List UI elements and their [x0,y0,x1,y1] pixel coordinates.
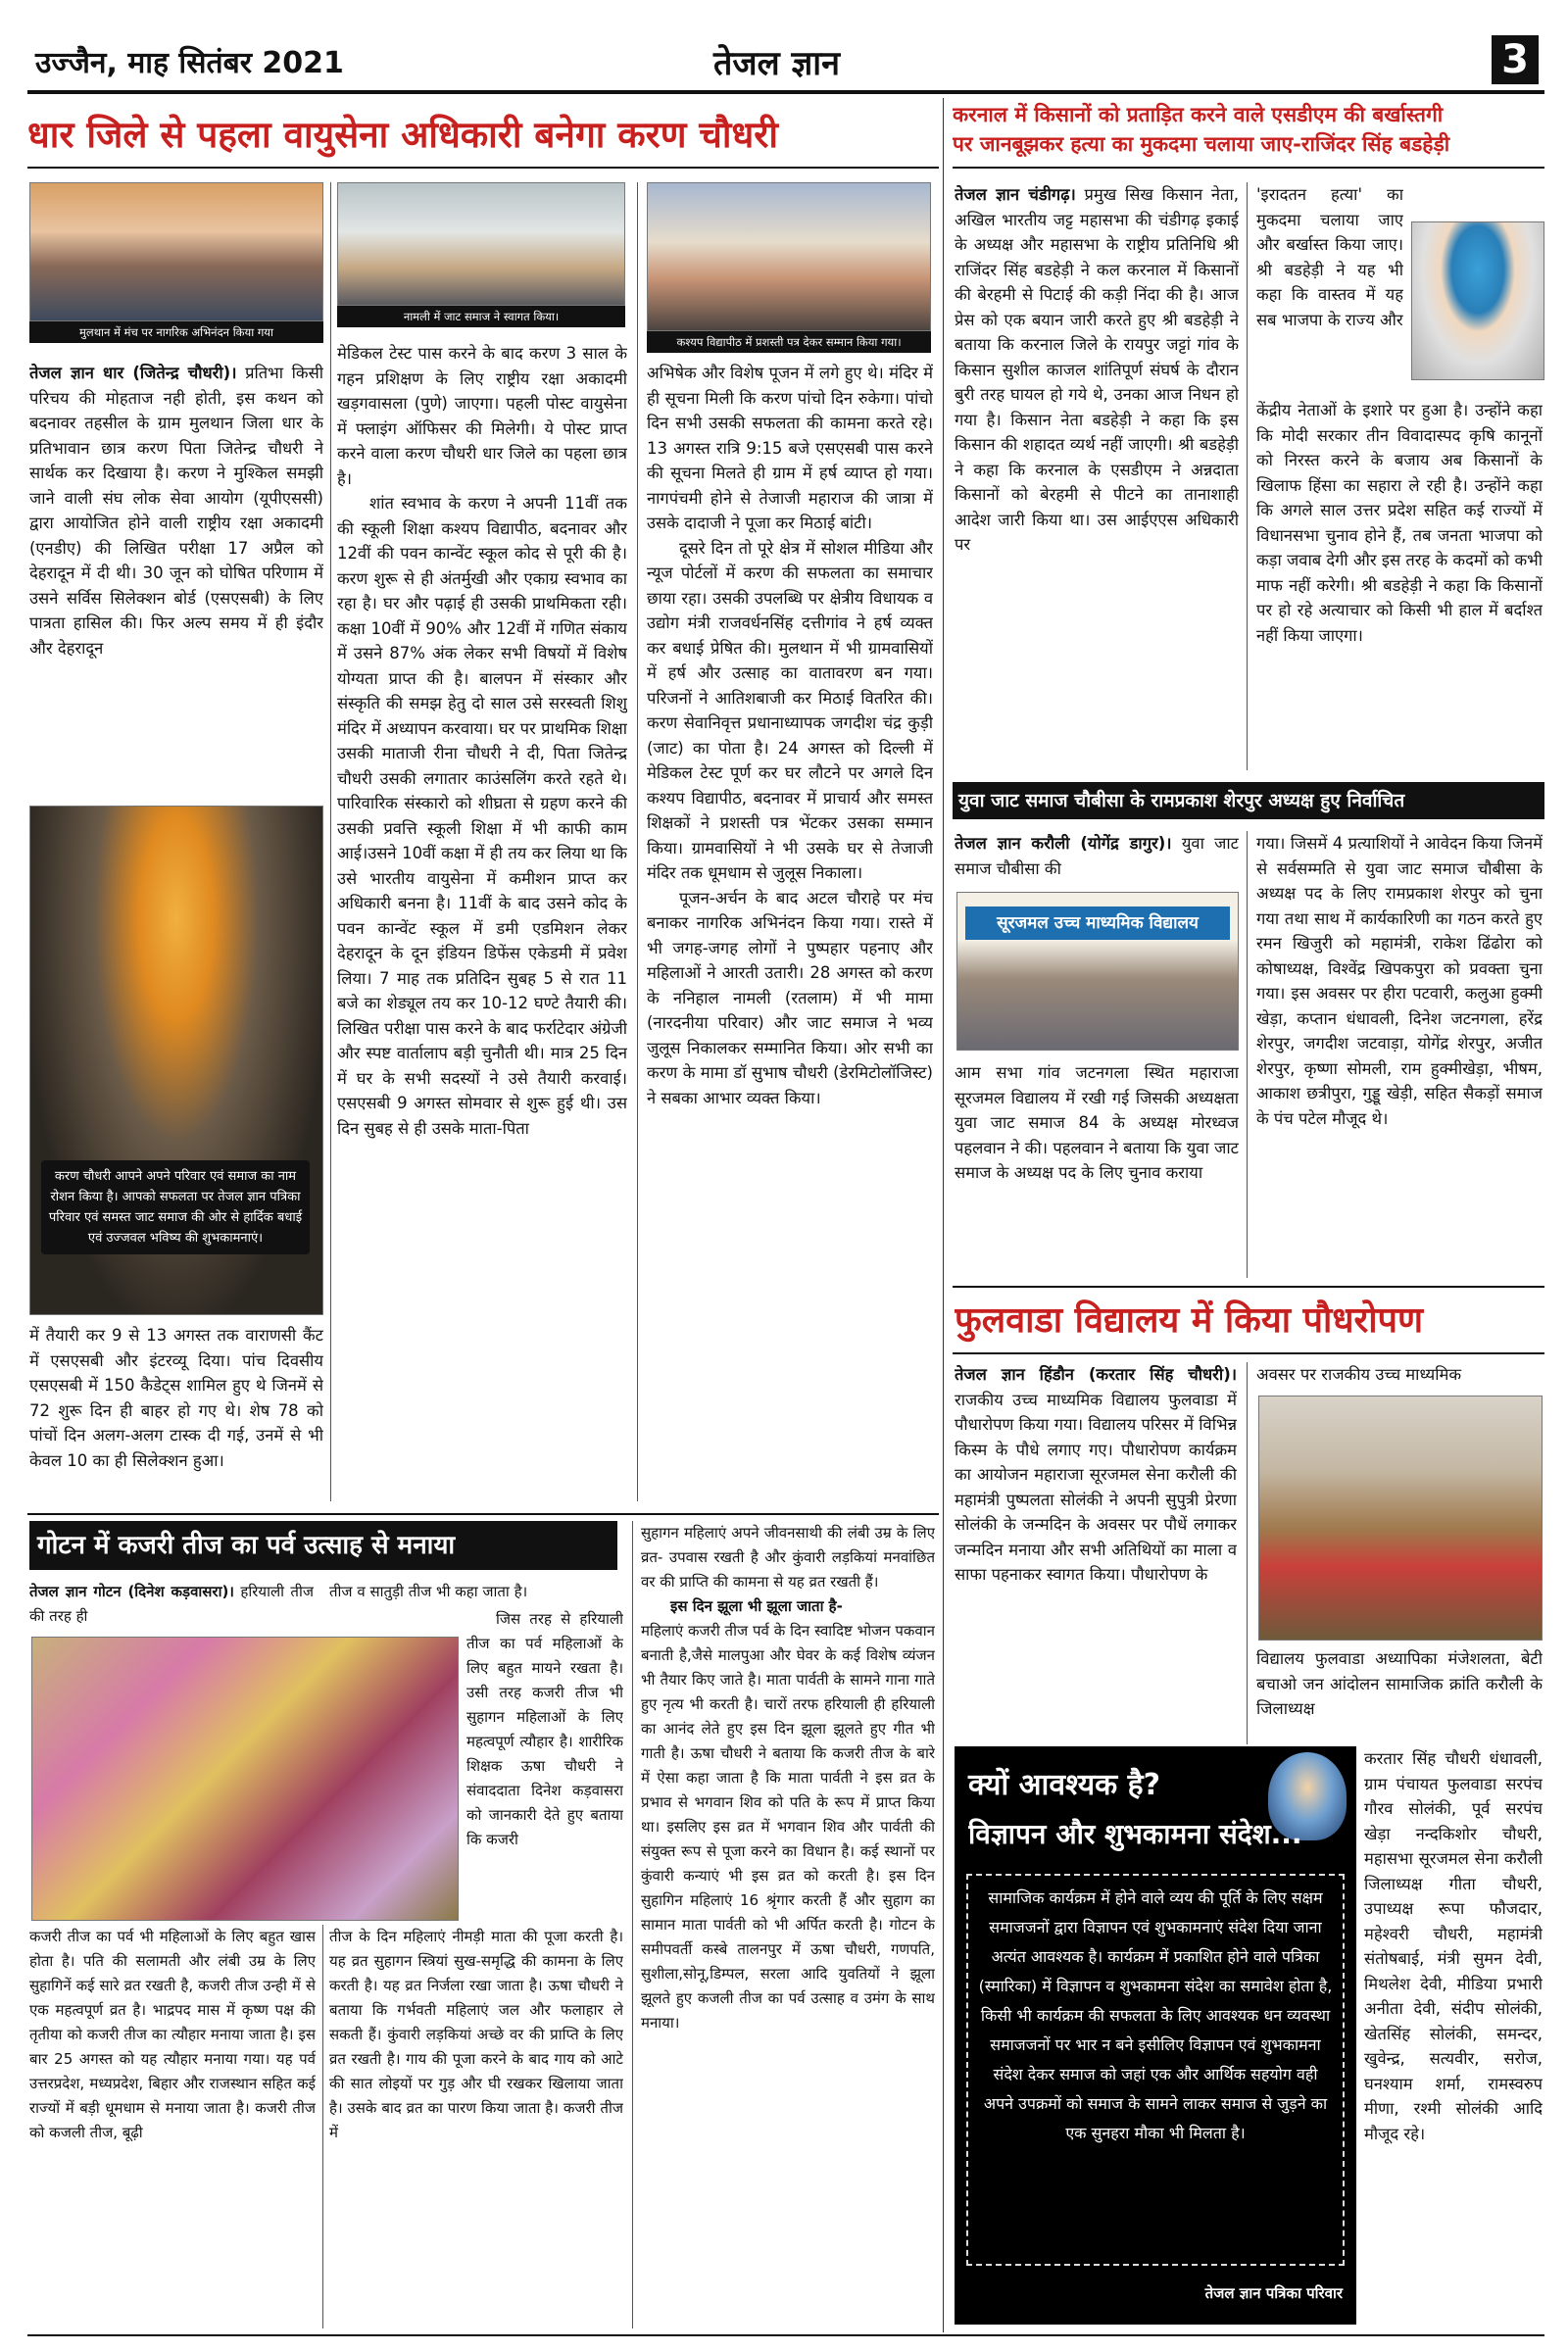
teej-text: हरियाली तीज की तरह ही [29,1583,314,1625]
jat-column-2 [1256,831,1543,1278]
stage-felicitation-photo [29,182,323,321]
karnal-text: प्रमुख सिख किसान नेता, अखिल भारतीय जट्ट महासभा की चंडीगढ़ इकाई के अध्यक्ष और महासभा के राष्ट्रीय प्रतिनिधि श्री राजिंदर सिंह बडहेड़ी ने कल करनाल में किसानों की बेरहमी से पिटाई की कड़ी निंदा की है। आज प्रेस को एक बयान जारी करते हुए श्री बडहेड़ी ने बताया कि करनाल जिले के रायपुर जट्टां गांव के किसान सुशील काजल शांतिपूर्ण संघर्ष के दौरान बुरी तरह घायल हो गये थे, उनका आज निधन हो गया है। किसान नेता बडहेड़ी ने कहा कि इस किसान की शहादत व्यर्थ नहीं जाएगी। श्री बडहेड़ी ने कहा कि करनाल के एसडीएम ने अन्नदाता किसानों को बेरहमी से पीटने का तानाशाही आदेश जारी किया था। उस आईएएस अधिकारी पर [955,185,1239,554]
karan-column-2 [337,341,627,1501]
photo-namli [337,182,625,327]
karnal-byline: तेजल ज्ञान चंडीगढ़। [955,185,1076,204]
divider [953,1286,1544,1288]
divider [27,167,939,169]
karan-text: शांत स्वभाव के करण ने अपनी 11वीं तक की स्कूली शिक्षा कश्यप विद्यापीठ, बदनावर और 12वीं की पवन कान्वेंट स्कूल कोद से पूरी की है। करण शुरू से ही अंतर्मुखी और एकाग्र स्वभाव का रहा है। घर और पढ़ाई ही उसकी प्राथमिकता रही। कक्षा 10वीं में 90% और 12वीं में गणित संकाय में उसने 87% अंक लेकर सभी विषयों में विशेष योग्यता प्राप्त की है। बालपन में संस्कार और संस्कृति की समझ हेतु दो साल उसे सरस्वती शिशु मंदिर में अध्यापन करवाया। घर पर प्राथमिक शिक्षा उसकी माताजी रीना चौधरी ने दी, पिता जितेन्द्र चौधरी उसकी लगातार काउंसलिंग करते रहते थे। पारिवारिक संस्कारो को शीघ्रता से ग्रहण करने की उसकी प्रवत्ति स्कूली शिक्षा में भी काफी काम आई।उसने 10वीं कक्षा में ही तय कर लिया था कि उसे भारतीय वायुसेना में कमीशन प्राप्त कर अधिकारी बनना है। 11वीं के बाद उसने कोद के पवन कान्वेंट स्कूल में डमी एडमिशन लेकर देहरादून के दून इंडियन डिफेंस एकेडमी में प्रवेश लिया। 7 माह तक प्रतिदिन सुबह 5 से रात 11 बजे का शेड्यूल तय कर 10-12 घण्टे तैयारी की। लिखित परीक्षा पास करने के बाद फर्राटेदार अंग्रेजी और स्पष्ट वार्तालाप बड़ी चुनौती थी। मात्र 25 दिन में घर के सभी सदस्यों ने उसे तैयारी करवाई। एसएसबी 9 अगस्त सोमवार से शुरू हुई थी। उस दिन सुबह से ही उसके माता-पिता [337,494,627,1138]
phulwada-text: करतार सिंह चौधरी धंधावली, ग्राम पंचायत फुलवाडा सरपंच गौरव सोलंकी, पूर्व सरपंच खेड़ा नन्दकिशोर चौधरी, महासभा सूरजमल सेना करौली जिलाध्यक्ष गीता चौधरी, उपाध्यक्ष रूपा फौजदार, महेश्वरी चौधरी, महामंत्री संतोषबाई, मंत्री सुमन देवी, मिथलेश देवी, मीडिया प्रभारी अनीता देवी, संदीप सोलंकी, खेतसिंह सोलंकी, समन्दर, खुवेन्द्र, सत्यवीर, सरोज, घनश्याम शर्मा, रामस्वरुप मीणा, रश्मी सोलंकी आदि मौजूद रहे। [1364,1749,1543,2143]
karnal-headline-line: पर जानबूझकर हत्या का मुकदमा चलाया जाए-राजिंदर सिंह बडहेड़ी [953,132,1450,156]
karan-text: प्रतिभा किसी परिचय की मोहताज नही होती, इस कथन को बदनावर तहसील के ग्राम मुलथान जिला धार के प्रतिभावान छात्र करण पिता जितेन्द्र चौधरी ने सार्थक कर दिखाया है। करण ने मुश्किल समझी जाने वाली संघ लोक सेवा आयोग (यूपीएससी) द्वारा आयोजित होने वाली राष्ट्रीय रक्षा अकादमी (एनडीए) की लिखित परीक्षा 17 अप्रैल को देहरादून में दी थी। 30 जून को घोषित परिणाम में उसने सर्विस सिलेक्शन बोर्ड (एसएसबी) के लिए पात्रता हासिल की। फिर अल्प समय में ही इंदौर और देहरादून [29,364,323,658]
teej-text: जिस तरह से हरियाली तीज का पर्व महिलाओं के लिए बहुत मायने रखता है। उसी तरह कजरी तीज भी सुहागन महिलाओं के लिए महत्वपूर्ण त्यौहार है। शारीरिक शिक्षक ऊषा चौधरी ने संवाददाता दिनेश कड़वासरा को जानकारी देते हुए बताया कि कजरी [466,1610,623,1848]
photo-caption: कश्यप विद्यापीठ में प्रशस्ती पत्र देकर सम्मान किया गया। [647,331,931,353]
teej-column-2-bottom [329,1925,623,2328]
phulwada-column-2-mid [1256,1646,1543,1746]
divider [953,1352,1544,1354]
teej-headline: गोटन में कजरी तीज का पर्व उत्साह से मनाया [29,1521,617,1570]
jat-text: युवा जाट समाज चौबीसा की [955,834,1239,878]
teej-text: महिलाएं कजरी तीज पर्व के दिन स्वादिष्ट भोजन पकवान बनाती है,जैसे मालपुआ और घेवर के कई विशेष व्यंजन भी तैयार किए जाते है। माता पार्वती के सामने गाना गाते हुए नृत्य भी करती है। चारों तरफ हरियाली ही हरियाली का आनंद लेते हुए इस दिन झूला झूलते हुए गीत भी गाती है। ऊषा चौधरी ने बताया कि कजरी तीज के बारे में ऐसा कहा जाता है कि माता पार्वती ने इस व्रत के प्रभाव से भगवान शिव को पति के रूप में प्राप्त किया था। इसलिए इस व्रत में भगवान शिव और पार्वती की संयुक्त रूप से पूजा करने का विधान है। कई स्थानों पर कुंवारी कन्याएं भी इस व्रत को करती है। इस दिन सुहागिन महिलाएं 16 श्रृंगार करती हैं और सुहाग का सामान माता पार्वती को भी अर्पित करती है। गोटन के समीपवर्ती कस्बे तालनपुर में ऊषा चौधरी, गणपति, सुशीला,सोनू,डिम्पल, सरला आदि युवतियों ने झूला झूलते हुए कजली तीज का पर्व उत्साह व उमंग के साथ मनाया। [641,1622,935,2032]
masthead [27,35,1544,94]
ad-body: सामाजिक कार्यक्रम में होने वाले व्यय की पूर्ति के लिए सक्षम समाजजनों द्वारा विज्ञापन एवं शुभकामनाएं संदेश दिया जाना अत्यंत आवश्यक है। कार्यक्रम में प्रकाशित होने वाले पत्रिका (स्मारिका) में विज्ञापन व शुभकामना संदेश का समावेश होता है, किसी भी कार्यक्रम की सफलता के लिए आवश्यक धन व्यवस्था समाजजनों पर भार न बने इसीलिए विज्ञापन एवं शुभकामना संदेश देकर समाज को जहां एक और आर्थिक सहयोग वही अपने उपक्रमों को समाज के सामने लाकर समाज से जुड़ने का एक सुनहरा मौका भी मिलता है। [966,1874,1345,2266]
karan-byline: तेजल ज्ञान धार (जितेन्द्र चौधरी)। [29,364,237,382]
teej-column-2-top [329,1580,623,1605]
teej-text: सुहागन महिलाएं अपने जीवनसाथी की लंबी उम्र के लिए व्रत- उपवास रखती है और कुंवारी लड़कियां मनवांछित वर की प्राप्ति की कामना से यह व्रत रखती हैं। [641,1524,935,1591]
jat-text: आम सभा गांव जटनगला स्थित महाराजा सूरजमल विद्यालय में रखी गई जिसकी अध्यक्षता युवा जाट समाज 84 के अध्यक्ष मोरध्वज पहलवान ने की। पहलवान ने बताया कि युवा जाट समाज के अध्यक्ष पद के लिए चुनाव कराया [955,1063,1239,1182]
group-welcome-photo [337,182,625,306]
jat-headline: युवा जाट समाज चौबीसा के रामप्रकाश शेरपुर अध्यक्ष हुए निर्वाचित [953,782,1544,819]
phulwada-column-1 [955,1362,1237,1742]
school-banner: सूरजमल उच्च माध्यमिक विद्यालय [965,906,1230,940]
divider [953,167,1544,169]
phulwada-headline: फुलवाडा विद्यालय में किया पौधरोपण [955,1300,1423,1341]
phulwada-column-2-bottom [1364,1746,1543,2325]
teej-byline: तेजल ज्ञान गोटन (दिनेश कड़वासरा)। [29,1583,234,1600]
column-rule [330,182,331,1501]
photo-mulathan [29,182,323,343]
masthead-paper-name: तेजल ज्ञान [713,44,840,83]
jat-text: गया। जिसमें 4 प्रत्याशियों ने आवेदन किया जिनमें से सर्वसम्मति से युवा जाट समाज चौबीसा के अध्यक्ष पद के लिए रामप्रकाश शेरपुर को चुना गया तथा साथ में कार्यकारिणी का गठन करते हुए रमन खिजुरी को महामंत्री, राकेश ढिंढोरा को कोषाध्यक्ष, विश्वेंद्र खिपकपुरा को प्रवक्ता चुना गया। इस अवसर पर हीरा पटवारी, कलुआ हुक्मी खेड़ा, कप्तान धंधावली, दिनेश जटनगला, हरेंद्र शेरपुर, जगदीश जटवाड़ा, योगेंद्र शेरपुर, अजीत शेरपुर, कृष्णा सोमली, राम हुक्मीखेड़ा, भीषम, आकाश छत्रीपुरा, गुड्डू खेड़ी, सहित सैकड़ों समाज के पंच पटेल मौजूद थे। [1256,834,1543,1128]
teej-column-3 [641,1521,935,2328]
photo-caption: नामली में जाट समाज ने स्वागत किया। [337,306,625,327]
karan-headline: धार जिले से पहला वायुसेना अधिकारी बनेगा करण चौधरी [27,114,778,156]
karan-column-1-bottom [29,1323,323,1499]
column-rule [1247,831,1248,1278]
teej-swing-photo [31,1637,459,1921]
karnal-headline [953,100,1544,159]
ad-heading-2: विज्ञापन और शुभकामना संदेश... [968,1818,1302,1850]
page-number: 3 [1492,35,1539,84]
plantation-photo [1258,1396,1543,1641]
column-rule [1247,1362,1248,1744]
karan-text: में तैयारी कर 9 से 13 अगस्त तक वाराणसी कैंट में एसएसबी और इंटरव्यू दिया। पांच दिवसीय एसएसबी में 150 कैडेट्स शामिल हुए थे जिनमें से 72 शुरू दिन ही बाहर हो गए थे। शेष 78 को पांचों दिन अलग-अलग टास्क दी गई, उनमें से भी केवल 10 का ही सिलेक्शन हुआ। [29,1326,323,1470]
teej-column-1-bottom [29,1925,316,2328]
bottom-rule [27,2334,1544,2336]
karnal-text: 'इरादतन हत्या' का मुकदमा चलाया जाए और बर्खास्त किया जाए। श्री बडहेड़ी ने यह भी कहा कि वास्तव में यह सब भाजपा के राज्य और [1256,185,1403,329]
ad-box [955,1746,1356,2325]
certificate-photo [647,182,931,331]
ad-signoff: तेजल ज्ञान पत्रिका परिवार [1204,2284,1343,2302]
phulwada-text: राजकीय उच्च माध्यमिक विद्यालय फुलवाडा में पौधारोपण किया गया। विद्यालय परिसर में विभिन्न किस्म के पौधे लगाए गए। पौधारोपण कार्यक्रम का आयोजन महाराजा सूरजमल सेना करौली की महामंत्री पुष्पलता सोलंकी ने अपनी सुपुत्री प्रेरणा सोलंकी के जन्मदिन के अवसर पर पौधें लगाकर जन्मदिन मनाया और सभी अतिथियों का माला व साफा पहनाकर स्वागत किया। पौधारोपण के [955,1390,1237,1584]
teej-text: तीज के दिन महिलाएं नीमड़ी माता की पूजा करती है। यह व्रत सुहागन स्त्रियां सुख-समृद्धि की कामना के लिए करती है। यह व्रत निर्जला रखा जाता है। ऊषा चौधरी ने बताया कि गर्भवती महिलाएं जल और फलाहार ले सकती हैं। कुंवारी लड़कियां अच्छे वर की प्राप्ति के लिए व्रत रखती है। गाय की पूजा करने के बाद गाय को आटे की सात लोइयों पर गुड़ और घी रखकर खिलाया जाता है। उसके बाद व्रत का पारण किया जाता है। कजरी तीज में [329,1928,623,2141]
column-rule [322,1925,323,2328]
photo-kashyap [647,182,931,353]
column-rule [632,1521,633,2328]
karan-column-1-top [29,361,323,792]
portrait-caption: करण चौधरी आपने अपने परिवार एवं समाज का नाम रोशन किया है। आपको सफलता पर तेजल ज्ञान पत्रिका परिवार एवं समस्त जाट समाज की ओर से हार्दिक बधाई एवं उज्जवल भविष्य की शुभकामनाएं। [41,1160,310,1254]
karnal-text: केंद्रीय नेताओं के इशारे पर हुआ है। उन्होंने कहा कि मोदी सरकार तीन विवादास्पद कृषि कानूनों को निरस्त करने के बजाय अब किसानों के खिलाफ हिंसा का सहारा ले रही है। उन्होंने कहा कि अगले साल उत्तर प्रदेश सहित कई राज्यों में विधानसभा चुनाव होने हैं, तब जनता भाजपा को कड़ा जवाब देगी और इस तरह के कदमों को कभी माफ नहीं करेगी। श्री बडहेड़ी ने कहा कि किसानों पर हो रहे अत्याचार को किसी भी हाल में बर्दाश्त नहीं किया जाएगा। [1256,401,1543,645]
jat-column-1-top [955,831,1239,882]
karnal-headline-line: करनाल में किसानों को प्रताड़ित करने वाले एसडीएम की बर्खास्तगी [953,103,1444,126]
photo-caption: मुलथान में मंच पर नागरिक अभिनंदन किया गया [29,321,323,343]
teej-text: तीज व सातुड़ी तीज भी कहा जाता है। [329,1583,528,1600]
divider [27,1513,939,1515]
jat-column-1-bottom [955,1060,1239,1278]
phulwada-byline: तेजल ज्ञान हिंडौन (करतार सिंह चौधरी)। [955,1365,1237,1384]
karnal-column-1 [955,182,1239,770]
karnal-column-2-bottom [1256,398,1543,770]
teej-subheading: इस दिन झूला भी झूला जाता है- [670,1597,843,1615]
column-rule [1247,182,1248,770]
masthead-date: उज्जैन, माह सितंबर 2021 [35,46,344,80]
karan-portrait-block [29,806,323,1315]
phulwada-text: विद्यालय फुलवाडा अध्यापिका मंजेशलता, बेटी बचाओ जन आंदोलन सामाजिक क्रांति करौली के जिलाध्यक्ष [1256,1649,1543,1718]
teej-column-2-mid [466,1607,623,1919]
karan-text: दूसरे दिन तो पूरे क्षेत्र में सोशल मीडिया और न्यूज पोर्टलों में करण की सफलता का समाचार छाया रहा। उसकी उपलब्धि पर क्षेत्रीय विधायक व उद्योग मंत्री राजवर्धनसिंह दत्तीगांव ने हर्ष व्यक्त कर बधाई प्रेषित की। मुलथान में भी ग्रामवासियों में हर्ष और उत्साह का वातावरण बन गया। परिजनों ने आतिशबाजी कर मिठाई वितरित की। करण सेवानिवृत्त प्रधानाध्यापक जगदीश चंद्र कुड़ी (जाट) का पोता है। 24 अगस्त को दिल्ली में मेडिकल टेस्ट पूर्ण कर घर लौटने पर अगले दिन कश्यप विद्यापीठ, बदनावर में प्राचार्य और समस्त शिक्षकों ने प्रशस्ती पत्र भेंटकर उसका सम्मान किया। ग्रामवासियों ने भी उसके घर से तेजाजी मंदिर तक धूमधाम से जुलूस निकाला। [647,538,933,882]
half-rule [943,98,944,2332]
karan-text: पूजन-अर्चन के बाद अटल चौराहे पर मंच बनाकर नागरिक अभिनंदन किया गया। रास्ते में भी जगह-जगह लोगों ने पुष्पहार पहनाए और महिलाओं ने आरती उतारी। 28 अगस्त को करण के ननिहाल नामली (रतलाम) में भी मामा (नारदनीया परिवार) और जाट समाज ने भव्य जुलूस निकालकर सम्मानित किया। ओर सभी का करण के मामा डॉ सुभाष चौधरी (डेरमिटोलॉजिस्ट) ने सबका आभार व्यक्त किया। [647,888,933,1107]
karan-text: मेडिकल टेस्ट पास करने के बाद करण 3 साल के गहन प्रशिक्षण के लिए राष्ट्रीय रक्षा अकादमी खड़गवासला (पुणे) जाएगा। पहली पोस्ट वायुसेना में फ्लाइंग ऑफिसर की मिलेगी। ये पोस्ट प्राप्त करने वाला करण चौधरी धार जिले का पहला छात्र है। [337,344,627,488]
karan-column-3 [647,361,933,1501]
teej-column-1-top [29,1580,314,1629]
phulwada-column-2-top [1256,1362,1543,1388]
teej-text: कजरी तीज का पर्व भी महिलाओं के लिए बहुत खास होता है। पति की सलामती और लंबी उम्र के लिए सुहागिनें कई सारे व्रत रखती है, कजरी तीज उन्ही में से एक महत्वपूर्ण व्रत है। भाद्रपद मास में कृष्ण पक्ष की तृतीया को कजरी तीज का त्यौहार मनाया जाता है। इस बार 25 अगस्त को यह त्यौहार मनाया गया। यह पर्व उत्तरप्रदेश, मध्यप्रदेश, बिहार और राजस्थान सहित कई राज्यों में बड़ी धूमधाम से मनाया जाता है। कजरी तीज को कजली तीज, बूढ़ी [29,1928,316,2141]
column-rule [637,182,638,1501]
phulwada-text: अवसर पर राजकीय उच्च माध्यमिक [1256,1365,1462,1384]
karan-text: अभिषेक और विशेष पूजन में लगे हुए थे। मंदिर में ही सूचना मिली कि करण पांचो दिन रुकेगा। पांचो दिन सभी उसकी सफलता की कामना करते रहे। 13 अगस्त रात्रि 9:15 बजे एसएसबी पास करने की सूचना मिलते ही ग्राम में हर्ष व्याप्त हो गया। नागपंचमी होने से तेजाजी महाराज की जात्रा में उसके दादाजी ने पूजा कर मिठाई बांटी। [647,364,933,532]
karnal-column-2-top [1256,182,1403,398]
badheri-portrait [1411,221,1544,380]
ad-heading-1: क्यों आवश्यक है? [968,1768,1160,1802]
jat-group-photo [956,892,1239,1051]
jat-byline: तेजल ज्ञान करौली (योगेंद्र डागुर)। [955,834,1172,853]
